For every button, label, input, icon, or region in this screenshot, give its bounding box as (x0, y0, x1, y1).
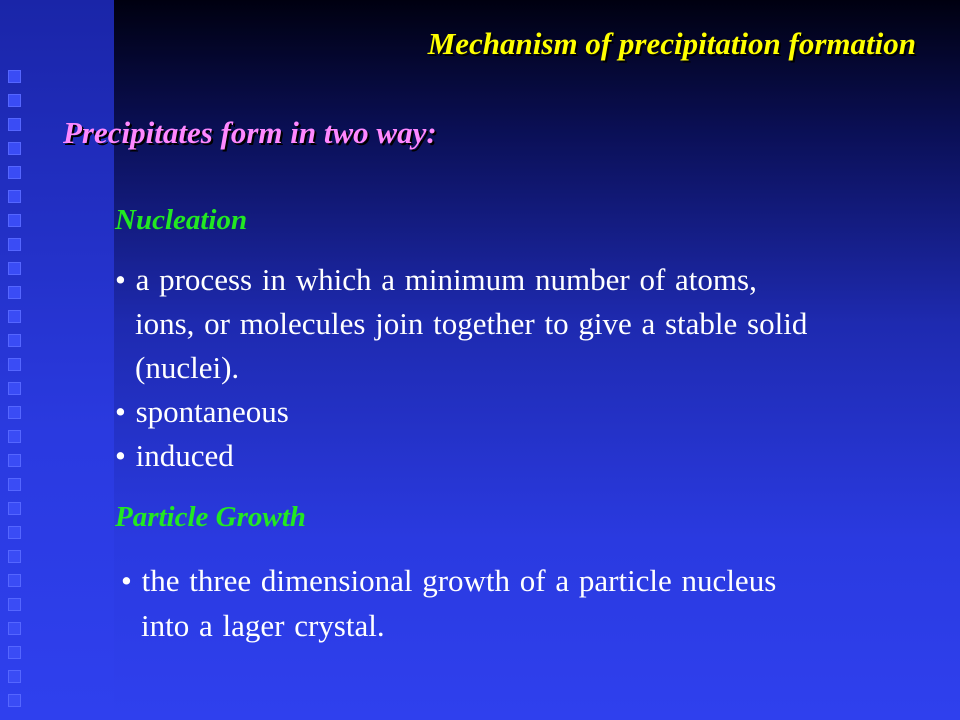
decorative-square (8, 550, 21, 563)
decorative-square (8, 70, 21, 83)
section-heading-nucleation: Nucleation (115, 204, 248, 236)
body-line: into a lager crystal. (141, 608, 385, 643)
slide-title: Mechanism of precipitation formation (427, 26, 916, 61)
decorative-square (8, 478, 21, 491)
decorative-square (8, 262, 21, 275)
decorative-square (8, 334, 21, 347)
body-line: (nuclei). (135, 350, 240, 385)
body-line: • spontaneous (115, 394, 289, 429)
slide-subtitle: Precipitates form in two way: (63, 115, 437, 150)
decorative-square (8, 670, 21, 683)
section-heading-particle-growth: Particle Growth (115, 501, 306, 533)
decorative-square (8, 310, 21, 323)
decorative-square (8, 358, 21, 371)
decorative-square (8, 238, 21, 251)
decorative-square (8, 142, 21, 155)
decorative-square (8, 190, 21, 203)
decorative-square (8, 574, 21, 587)
decorative-square (8, 118, 21, 131)
body-line: • induced (115, 438, 234, 473)
decorative-squares (8, 70, 22, 720)
body-line: ions, or molecules join together to give a stable solid (135, 306, 808, 341)
decorative-square (8, 382, 21, 395)
decorative-square (8, 694, 21, 707)
decorative-square (8, 406, 21, 419)
decorative-square (8, 286, 21, 299)
decorative-square (8, 502, 21, 515)
decorative-square (8, 214, 21, 227)
body-line: • a process in which a minimum number of atoms, (115, 262, 757, 297)
body-line: • the three dimensional growth of a particle nucleus (121, 563, 777, 598)
decorative-square (8, 430, 21, 443)
decorative-square (8, 598, 21, 611)
decorative-square (8, 526, 21, 539)
decorative-square (8, 454, 21, 467)
decorative-square (8, 166, 21, 179)
decorative-square (8, 94, 21, 107)
decorative-square (8, 622, 21, 635)
decorative-square (8, 646, 21, 659)
